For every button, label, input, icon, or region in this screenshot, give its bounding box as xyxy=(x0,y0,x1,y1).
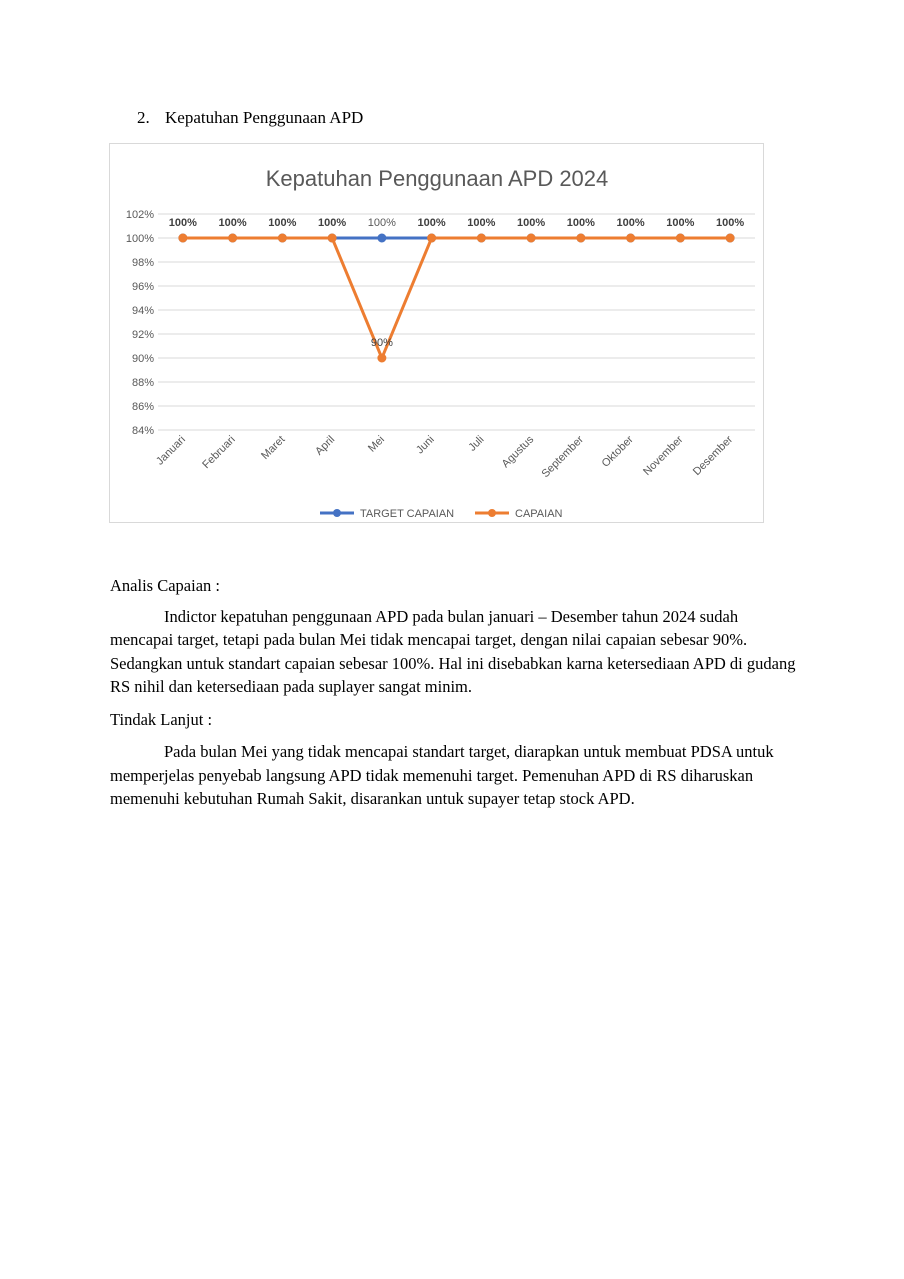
point-capaian xyxy=(328,234,336,242)
y-tick-label: 92% xyxy=(131,329,154,341)
chart-legend xyxy=(320,508,563,520)
y-tick-label: 94% xyxy=(131,305,154,317)
data-label: 100% xyxy=(367,217,396,229)
legend-swatch-marker xyxy=(333,509,341,517)
y-axis-ticks xyxy=(126,209,154,437)
data-label-dip: 90% xyxy=(370,337,393,349)
x-tick-label: November xyxy=(641,433,686,479)
followup-label: Tindak Lanjut : xyxy=(110,709,213,729)
point-capaian xyxy=(527,234,535,242)
data-label: 100% xyxy=(268,217,297,229)
data-label: 100% xyxy=(168,217,197,229)
analysis-label: Analis Capaian : xyxy=(110,576,220,595)
point-target xyxy=(378,234,386,242)
y-tick-label: 96% xyxy=(131,281,154,293)
gridlines xyxy=(158,214,755,430)
point-capaian xyxy=(229,234,237,242)
x-tick-label: Agustus xyxy=(499,433,537,471)
chart-canvas xyxy=(110,144,765,524)
y-tick-label: 88% xyxy=(131,377,154,389)
point-capaian xyxy=(428,234,436,242)
x-tick-label: Juli xyxy=(466,433,487,454)
data-label: 100% xyxy=(467,217,496,229)
section-title: Kepatuhan Penggunaan APD xyxy=(165,108,364,127)
x-tick-label: April xyxy=(313,433,338,458)
x-tick-label: Juni xyxy=(413,433,437,457)
x-tick-label: Desember xyxy=(690,433,736,479)
y-tick-label: 86% xyxy=(131,401,154,413)
series-group xyxy=(179,234,734,362)
section-heading xyxy=(137,108,363,128)
point-capaian xyxy=(726,234,734,242)
data-label: 100% xyxy=(616,217,645,229)
y-tick-label: 98% xyxy=(131,257,154,269)
x-tick-label: Maret xyxy=(259,433,288,463)
point-capaian xyxy=(577,234,585,242)
line-chart xyxy=(109,143,764,523)
data-label: 100% xyxy=(716,217,745,229)
x-tick-label: Oktober xyxy=(599,433,636,470)
y-tick-label: 84% xyxy=(131,425,154,437)
point-capaian xyxy=(179,234,187,242)
legend-label: CAPAIAN xyxy=(515,508,563,520)
legend-label: TARGET CAPAIAN xyxy=(360,508,455,520)
data-label: 100% xyxy=(318,217,347,229)
data-label: 100% xyxy=(218,217,247,229)
y-tick-label: 90% xyxy=(131,353,154,365)
series-line-capaian xyxy=(183,238,730,358)
legend-swatch-marker xyxy=(488,509,496,517)
x-axis-ticks xyxy=(154,433,735,480)
x-tick-label: Januari xyxy=(153,433,188,468)
point-capaian xyxy=(627,234,635,242)
point-capaian xyxy=(676,234,684,242)
x-tick-label: Mei xyxy=(365,433,387,455)
data-label: 100% xyxy=(417,217,446,229)
point-capaian xyxy=(477,234,485,242)
data-label: 100% xyxy=(517,217,546,229)
chart-title: Kepatuhan Penggunaan APD 2024 xyxy=(265,166,609,191)
analysis-paragraph: Indictor kepatuhan penggunaan APD pada bulan januari – Desember tahun 2024 sudah mencapai target, tetapi pada bulan Mei tidak mencapai target, dengan nilai capaian sebesar 90%. Sedangkan untuk standart capaian sebesar 100%. Hal ini disebabkan karna ketersediaan APD di gudang RS nihil dan ketersediaan pada suplayer sangat minim. xyxy=(110,606,796,696)
x-tick-label: Februari xyxy=(200,433,238,472)
y-tick-label: 102% xyxy=(125,209,154,221)
followup-paragraph: Pada bulan Mei yang tidak mencapai standart target, diarapkan untuk membuat PDSA untuk memperjelas penyebab langsung APD tidak memenuhi target. Pemenuhan APD di RS diharuskan memenuhi kebutuhan Rumah Sakit, disarankan untuk supayer tetap stock APD. xyxy=(110,742,774,808)
x-tick-label: September xyxy=(539,433,586,481)
analysis-section xyxy=(110,574,800,811)
data-label: 100% xyxy=(666,217,695,229)
point-capaian xyxy=(378,354,386,362)
data-label: 100% xyxy=(566,217,595,229)
section-number: 2. xyxy=(137,108,150,127)
point-capaian xyxy=(278,234,286,242)
y-tick-label: 100% xyxy=(125,233,154,245)
